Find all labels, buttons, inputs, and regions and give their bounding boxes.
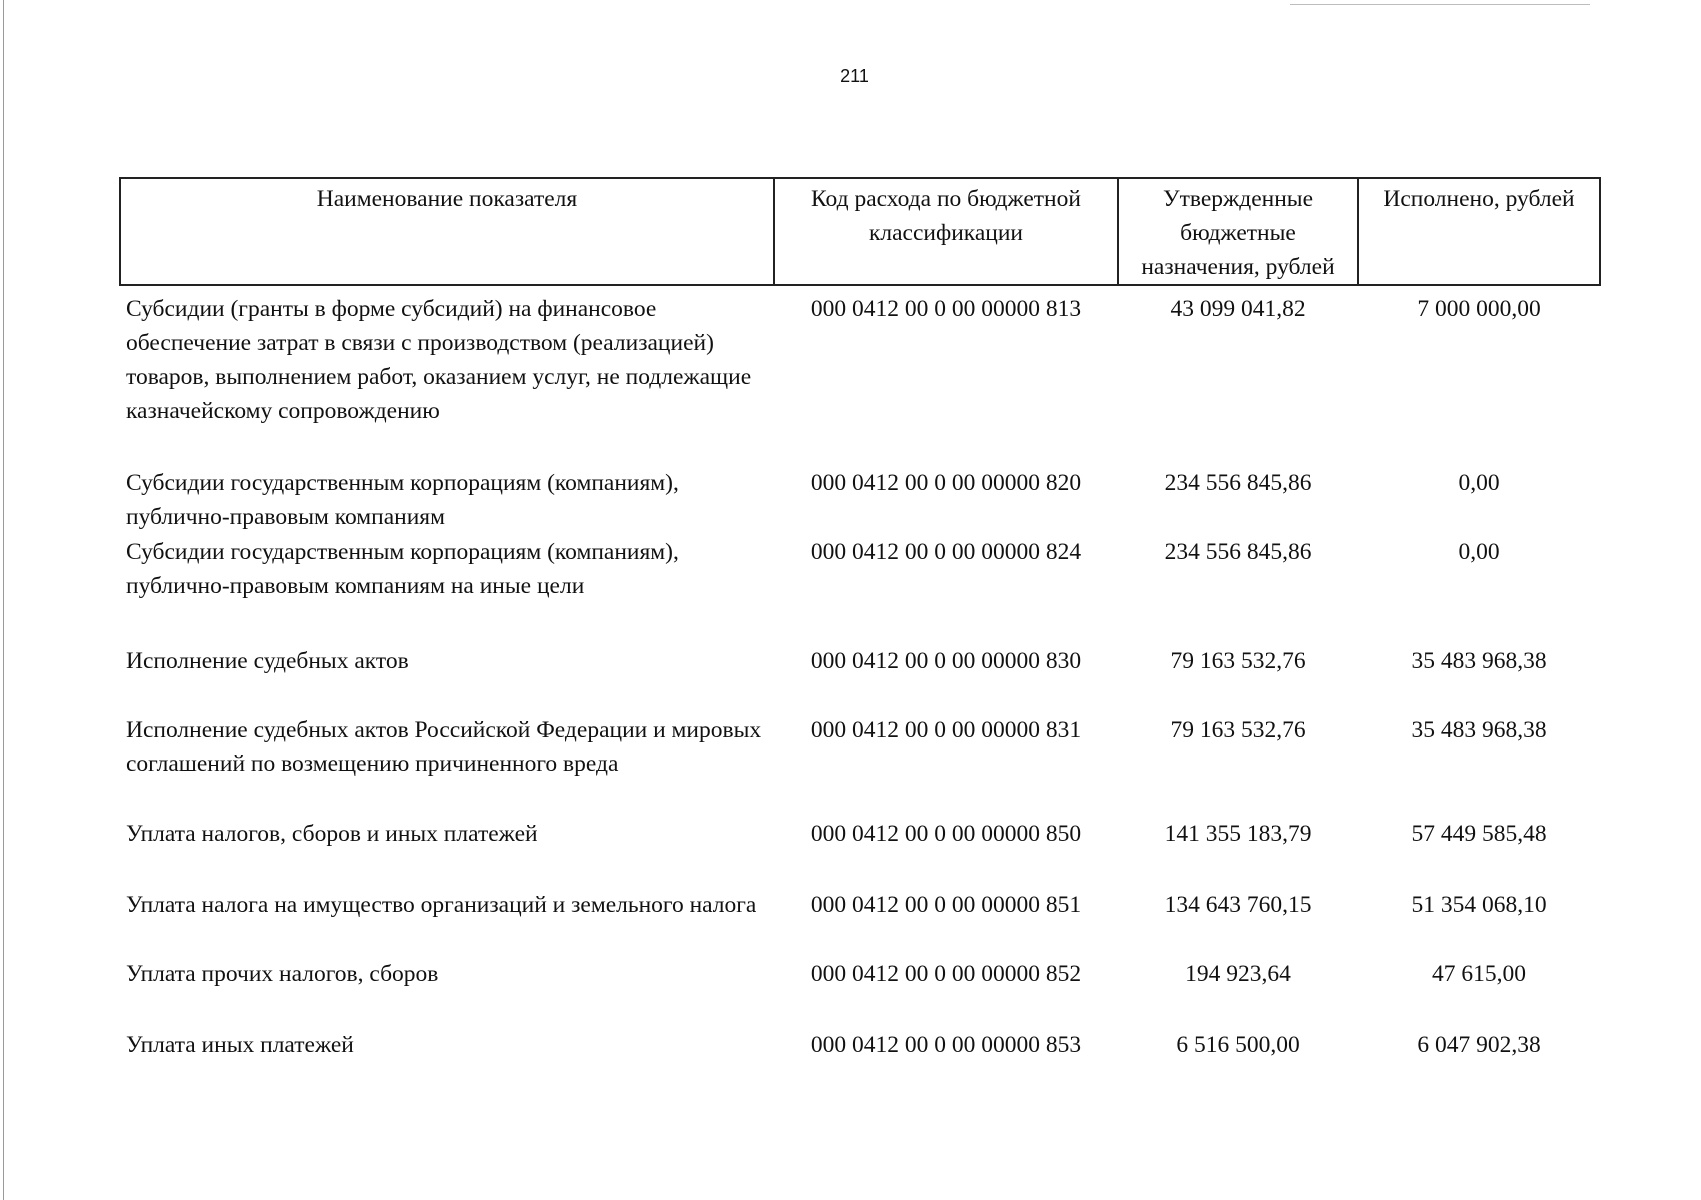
table-row [120, 638, 1600, 713]
header-code: Код расхода по бюджетной классификации [774, 178, 1118, 285]
header-name: Наименование показателя [120, 178, 774, 285]
row-approved: 43 099 041,82 [1170, 296, 1306, 322]
row-code: 000 0412 00 0 00 00000 831 [810, 717, 1082, 743]
row-executed: 47 615,00 [1432, 961, 1526, 987]
table-row [120, 466, 1600, 535]
scan-mark [1290, 4, 1590, 5]
row-name: Уплата иных платежей [126, 1032, 354, 1058]
row-code: 000 0412 00 0 00 00000 824 [810, 539, 1082, 565]
row-approved: 141 355 183,79 [1164, 821, 1312, 847]
row-approved: 6 516 500,00 [1176, 1032, 1300, 1058]
row-executed: 35 483 968,38 [1411, 648, 1547, 674]
row-name: Исполнение судебных актов [126, 648, 409, 674]
row-name: Субсидии государственным корпорациям (компаниям), публично-правовым компаниям [126, 470, 679, 530]
scan-edge [3, 0, 4, 1200]
row-executed: 57 449 585,48 [1411, 821, 1547, 847]
budget-table [119, 177, 1601, 1097]
row-executed: 0,00 [1458, 539, 1500, 565]
header-executed: Исполнено, рублей [1358, 178, 1600, 285]
row-approved: 79 163 532,76 [1170, 648, 1306, 674]
row-executed: 6 047 902,38 [1417, 1032, 1541, 1058]
table-row [120, 957, 1600, 1026]
row-code: 000 0412 00 0 00 00000 852 [810, 961, 1082, 987]
table-row [120, 817, 1600, 886]
row-executed: 7 000 000,00 [1417, 296, 1541, 322]
row-name: Исполнение судебных актов Российской Федерации и мировых соглашений по возмещению причиненного вреда [126, 717, 762, 777]
table-header [120, 178, 1600, 285]
row-name: Уплата прочих налогов, сборов [126, 961, 439, 987]
row-name: Уплата налогов, сборов и иных платежей [126, 821, 538, 847]
table-body [120, 285, 1600, 1097]
row-approved: 194 923,64 [1185, 961, 1291, 987]
row-executed: 0,00 [1458, 470, 1500, 496]
table-row [120, 1026, 1600, 1097]
page-number: 211 [840, 66, 869, 86]
table-row [120, 713, 1600, 817]
row-code: 000 0412 00 0 00 00000 830 [810, 648, 1082, 674]
row-code: 000 0412 00 0 00 00000 851 [810, 892, 1082, 918]
row-approved: 79 163 532,76 [1170, 717, 1306, 743]
row-code: 000 0412 00 0 00 00000 820 [810, 470, 1082, 496]
row-code: 000 0412 00 0 00 00000 813 [810, 296, 1082, 322]
row-executed: 35 483 968,38 [1411, 717, 1547, 743]
table-row [120, 535, 1600, 638]
row-executed: 51 354 068,10 [1411, 892, 1547, 918]
table-row [120, 285, 1600, 466]
row-name: Субсидии государственным корпорациям (компаниям), публично-правовым компаниям на иные цели [126, 539, 679, 599]
header-approved: Утвержденные бюджетные назначения, рублей [1118, 178, 1358, 285]
row-code: 000 0412 00 0 00 00000 853 [810, 1032, 1082, 1058]
row-approved: 134 643 760,15 [1164, 892, 1312, 918]
row-approved: 234 556 845,86 [1164, 539, 1312, 565]
row-approved: 234 556 845,86 [1164, 470, 1312, 496]
row-code: 000 0412 00 0 00 00000 850 [810, 821, 1082, 847]
table-row [120, 886, 1600, 957]
row-name: Уплата налога на имущество организаций и земельного налога [126, 892, 757, 918]
row-name: Субсидии (гранты в форме субсидий) на финансовое обеспечение затрат в связи с производством (реализацией) товаров, выполнением работ, оказанием услуг, не подлежащие казначейскому сопровождению [126, 296, 752, 424]
